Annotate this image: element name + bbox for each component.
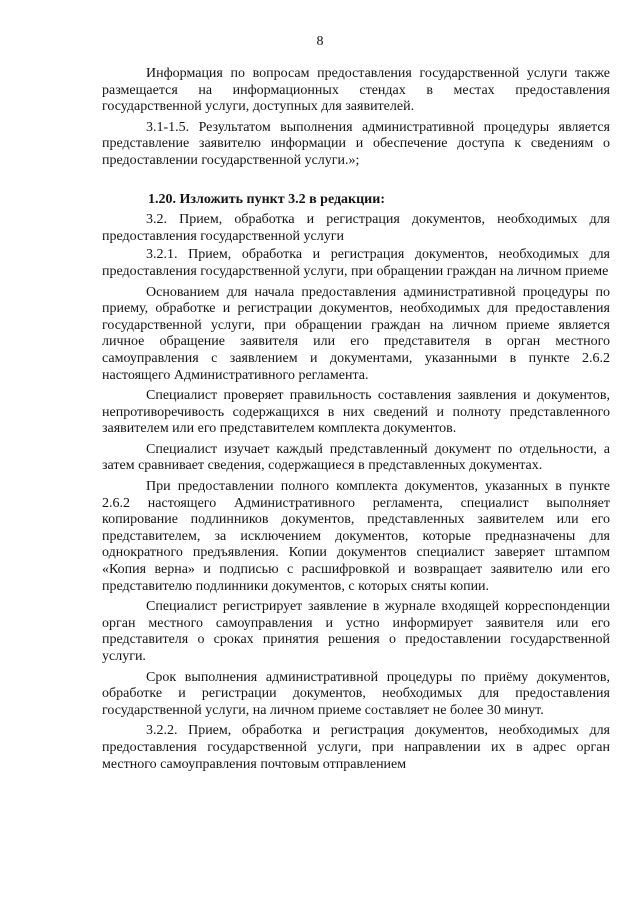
paragraph-basis: Основанием для начала предоставления административной процедуры по приему, обработке и регистрации документов, необходимых для предоставления государственной услуги, при обращении граждан на личном приеме является личное обращение заявителя или его представителя в орган местного самоуправления с заявлением и документами, указанными в пункте 2.6.2 настоящего Административного регламента. (102, 284, 610, 383)
paragraph-specialist-studies: Специалист изучает каждый представленный документ по отдельности, а затем сравнивает сведения, содержащиеся в представленных документах. (102, 441, 610, 474)
paragraph-info-stands: Информация по вопросам предоставления государственной услуги также размещается на информационных стендах в местах предоставления государственной услуги, доступных для заявителей. (102, 66, 610, 115)
paragraph-3-1-1-5: 3.1-1.5. Результатом выполнения административной процедуры является представление заявителю информации и обеспечение доступа к сведениям о предоставлении государственной услуги.»; (102, 119, 610, 168)
paragraph-3-2-1-title: 3.2.1. Прием, обработка и регистрация документов, необходимых для предоставления государственной услуги, при обращении граждан на личном приеме (102, 247, 610, 279)
paragraph-3-2-title: 3.2. Прием, обработка и регистрация документов, необходимых для предоставления государственной услуги (102, 212, 610, 244)
paragraph-deadline: Срок выполнения административной процедуры по приёму документов, обработке и регистрации документов, необходимых для предоставления государственной услуги, на личном приеме составляет не более 30 минут. (102, 669, 610, 718)
section-heading-1-20: 1.20. Изложить пункт 3.2 в редакции: (148, 191, 385, 207)
paragraph-specialist-checks: Специалист проверяет правильность составления заявления и документов, непротиворечивость содержащихся в них сведений и полноту представленного заявителем или его представителем комплекта документов. (102, 388, 610, 437)
paragraph-registration: Специалист регистрирует заявление в журнале входящей корреспонденции орган местного самоуправления и устно информирует заявителя или его представителя о сроках принятия решения о предоставлении государственной услуги. (102, 599, 610, 664)
paragraph-full-set: При предоставлении полного комплекта документов, указанных в пункте 2.6.2 настоящего Административного регламента, специалист выполняет копирование подлинников документов, представленных заявителем или его представителем, за исключением документов, которые предназначены для однократного предъявления. Копии документов специалист заверяет штампом «Копия верна» и подписью с расшифровкой и возвращает заявителю или его представителю подлинники документов, с которых сняты копии. (102, 479, 610, 594)
document-body (102, 66, 610, 777)
page-number: 8 (316, 34, 324, 49)
paragraph-3-2-2-title: 3.2.2. Прием, обработка и регистрация документов, необходимых для предоставления государственной услуги, при направлении их в адрес орган местного самоуправления почтовым отправлением (102, 723, 610, 772)
